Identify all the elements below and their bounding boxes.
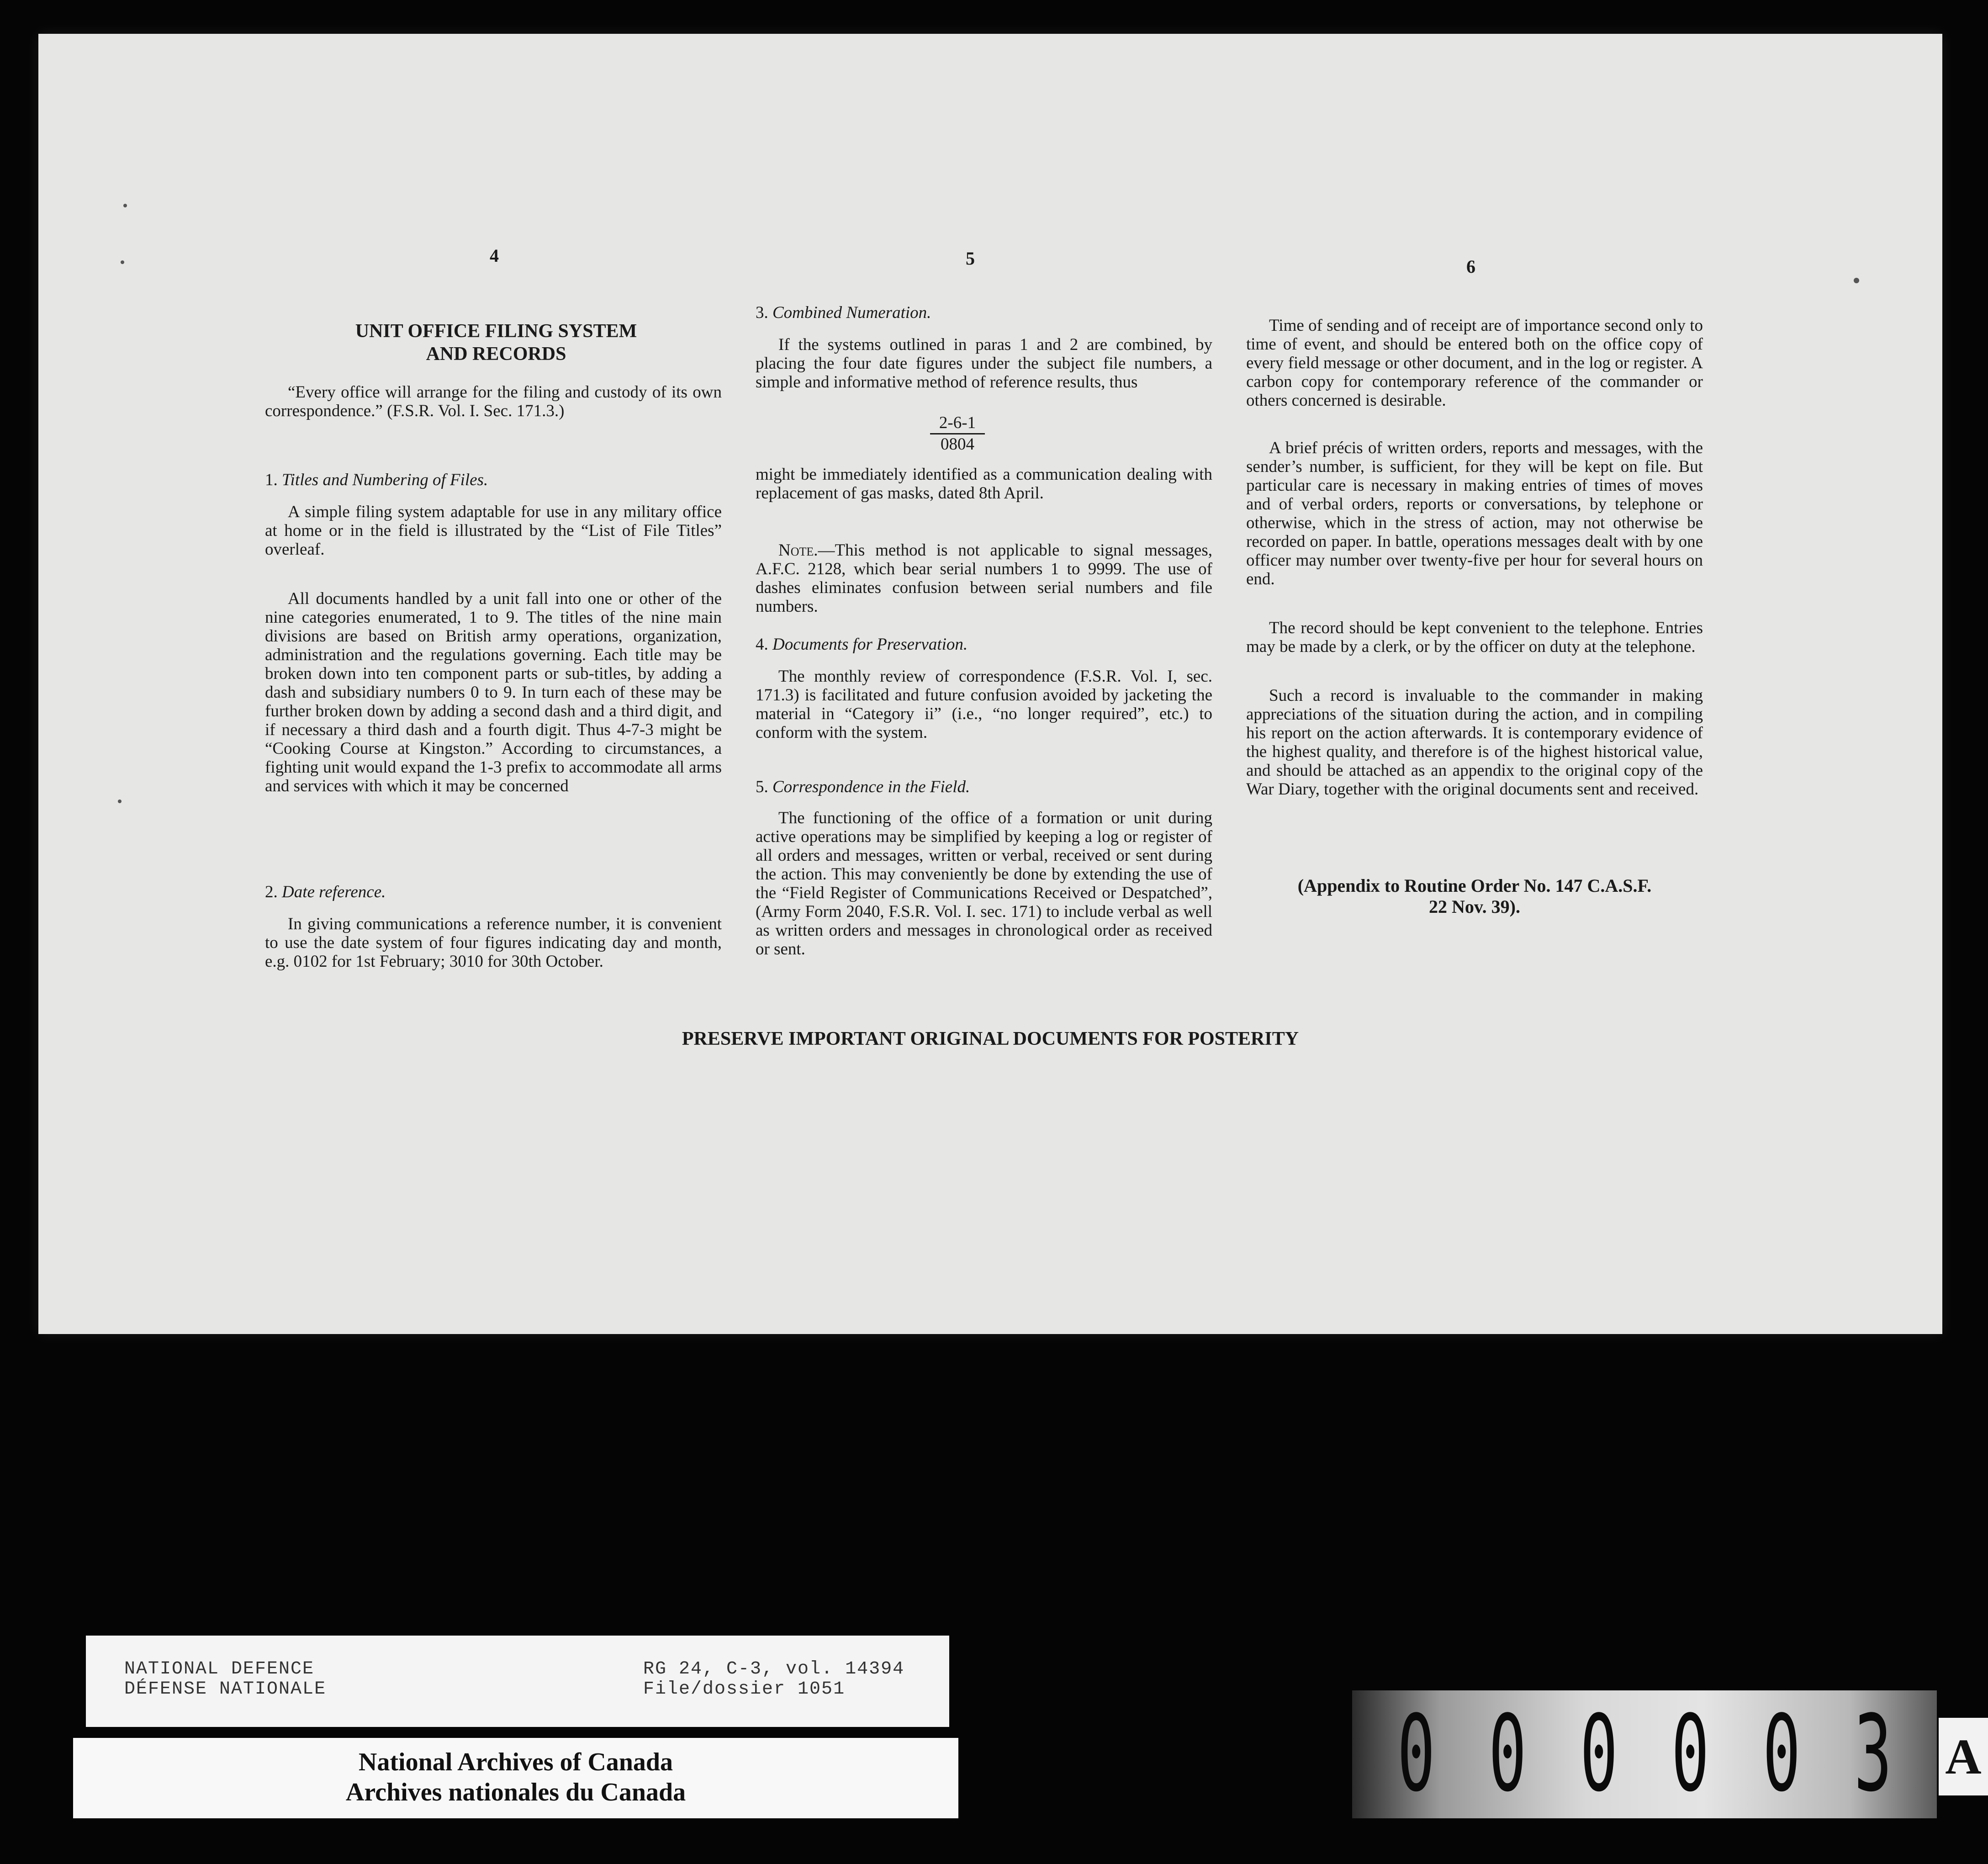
fraction-denominator: 0804 [941, 435, 974, 454]
title-line-2: AND RECORDS [426, 344, 566, 365]
column-3-paragraph-1: Time of sending and of receipt are of importance second only to time of event, and should be entered both on the office copy of every field message or other document, and in the log or register. A carbon copy for contemporary reference of the commander or others concerned is desirable. [1246, 316, 1703, 410]
counter-digit: 0 [1671, 1693, 1709, 1815]
appendix-line-2: 22 Nov. 39). [1429, 896, 1520, 917]
reference-fraction [930, 413, 985, 455]
counter-digit: 0 [1488, 1693, 1527, 1815]
archive-file-reference [643, 1659, 904, 1700]
counter-digit: 3 [1854, 1693, 1892, 1815]
speck [118, 800, 122, 803]
counter-digit: 0 [1762, 1693, 1801, 1815]
appendix-reference [1246, 875, 1703, 917]
page-number-5: 5 [966, 248, 975, 269]
section-4-heading [756, 635, 968, 654]
page-number-6: 6 [1466, 256, 1475, 277]
section-1-title: Titles and Numbering of Files. [282, 471, 488, 489]
note-text: —This method is not applicable to signal messages, A.F.C. 2128, which bear serial numbers 1 to 9999. The use of dashes eliminates confusion between serial numbers and file numbers. [756, 541, 1212, 616]
column-3-paragraph-3: The record should be kept convenient to the telephone. Entries may be made by a clerk, or by the officer on duty at the telephone. [1246, 619, 1703, 656]
section-2-number: 2. [265, 883, 278, 901]
archives-name-box [73, 1738, 958, 1818]
section-5-title: Correspondence in the Field. [772, 778, 970, 796]
counter-digit: 0 [1580, 1693, 1618, 1815]
record-group: RG 24, C-3, vol. 14394 [643, 1659, 905, 1679]
archive-department [124, 1659, 326, 1700]
counter-digit: 0 [1397, 1693, 1435, 1815]
section-1-heading [265, 471, 488, 489]
page-number-4: 4 [490, 245, 499, 266]
section-5-number: 5. [756, 778, 768, 796]
archive-reference-label [86, 1636, 949, 1727]
frame-counter [1352, 1690, 1937, 1818]
section-2-heading [265, 883, 386, 901]
section-2-title: Date reference. [282, 883, 386, 901]
archives-name-english: National Archives of Canada [358, 1748, 673, 1776]
section-5-paragraph: The functioning of the office of a formation or unit during active operations may be simplified by keeping a log or register of all orders and messages, written or verbal, received or sent during the action. This may conveniently be done by extending the use of the “Field Register of Communications Received or Despatched”, (Army Form 2040, F.S.R. Vol. I. sec. 171) to include verbal as well as written orders and messages in chronological order as received or sent. [756, 809, 1212, 958]
section-1-paragraph-2: All documents handled by a unit fall into one or other of the nine categories enumerated, 1 to 9. The titles of the nine main divisions are based on British army operations, organization, administration and the regulations governing. Each title may be broken down into ten component parts or sub-titles, by adding a dash and subsidiary numbers 0 to 9. In turn each of these may be further broken down by adding a second dash and a third digit, and if necessary a third dash and a fourth digit. Thus 4-7-3 might be “Cooking Course at Kingston.” According to circumstances, a fighting unit would expand the 1-3 prefix to accommodate all arms and services with which it may be concerned [265, 589, 722, 795]
section-4-title: Documents for Preservation. [772, 635, 968, 654]
column-3-paragraph-4: Such a record is invaluable to the commander in making appreciations of the situation during the action, and in compiling his report on the action afterwards. It is contemporary evidence of the highest quality, and therefore is of the highest historical value, and should be attached as an appendix to the original copy of the War Diary, together with the original documents sent and received. [1246, 686, 1703, 799]
file-number: File/dossier 1051 [643, 1679, 846, 1700]
section-3-paragraph-2: might be immediately identified as a communication dealing with replacement of gas masks, dated 8th April. [756, 465, 1212, 503]
section-4-paragraph: The monthly review of correspondence (F.S.R. Vol. I, sec. 171.3) is facilitated and future confusion avoided by jacketing the material in “Category ii” (i.e., “no longer required”, etc.) to conform with the system. [756, 667, 1212, 742]
archives-name-french: Archives nationales du Canada [345, 1778, 686, 1806]
column-3-paragraph-2: A brief précis of written orders, reports and messages, with the sender’s number, is sufficient, for they will be kept on file. But particular care is necessary in making entries of times of moves and of verbal orders, reports or conversations, by telephone or otherwise, which in the stress of action, may not otherwise be recorded on paper. In battle, operations messages dealt with by one officer may number over twenty-five per hour for several hours on end. [1246, 439, 1703, 588]
section-2-paragraph: In giving communications a reference number, it is convenient to use the date system of four figures indicating day and month, e.g. 0102 for 1st February; 3010 for 30th October. [265, 915, 722, 971]
section-4-number: 4. [756, 635, 768, 654]
speck [121, 260, 124, 264]
section-1-number: 1. [265, 471, 278, 489]
section-1-paragraph-1: A simple filing system adaptable for use in any military office at home or in the field is illustrated by the “List of File Titles” overleaf. [265, 503, 722, 559]
fraction-numerator: 2-6-1 [930, 413, 985, 434]
frame-letter: A [1939, 1718, 1988, 1795]
section-5-heading [756, 778, 970, 796]
department-french: DÉFENSE NATIONALE [124, 1679, 327, 1700]
section-3-title: Combined Numeration. [772, 303, 931, 322]
appendix-line-1: (Appendix to Routine Order No. 147 C.A.S.F. [1297, 875, 1652, 896]
speck [1854, 278, 1859, 283]
department-english: NATIONAL DEFENCE [124, 1659, 315, 1679]
intro-quote: “Every office will arrange for the filing and custody of its own correspondence.” (F.S.R. Vol. I. Sec. 171.3.) [265, 383, 722, 420]
document-title [268, 320, 724, 365]
document-page [38, 34, 1942, 1334]
note-label: Note. [778, 541, 818, 560]
title-line-1: UNIT OFFICE FILING SYSTEM [355, 321, 637, 342]
section-3-heading [756, 303, 931, 322]
speck [123, 204, 127, 207]
preservation-notice: PRESERVE IMPORTANT ORIGINAL DOCUMENTS FOR POSTERITY [682, 1028, 1299, 1049]
section-3-note [756, 541, 1212, 616]
section-3-number: 3. [756, 303, 768, 322]
section-3-paragraph-1: If the systems outlined in paras 1 and 2 are combined, by placing the four date figures under the subject file numbers, a simple and informative method of reference results, thus [756, 335, 1212, 392]
